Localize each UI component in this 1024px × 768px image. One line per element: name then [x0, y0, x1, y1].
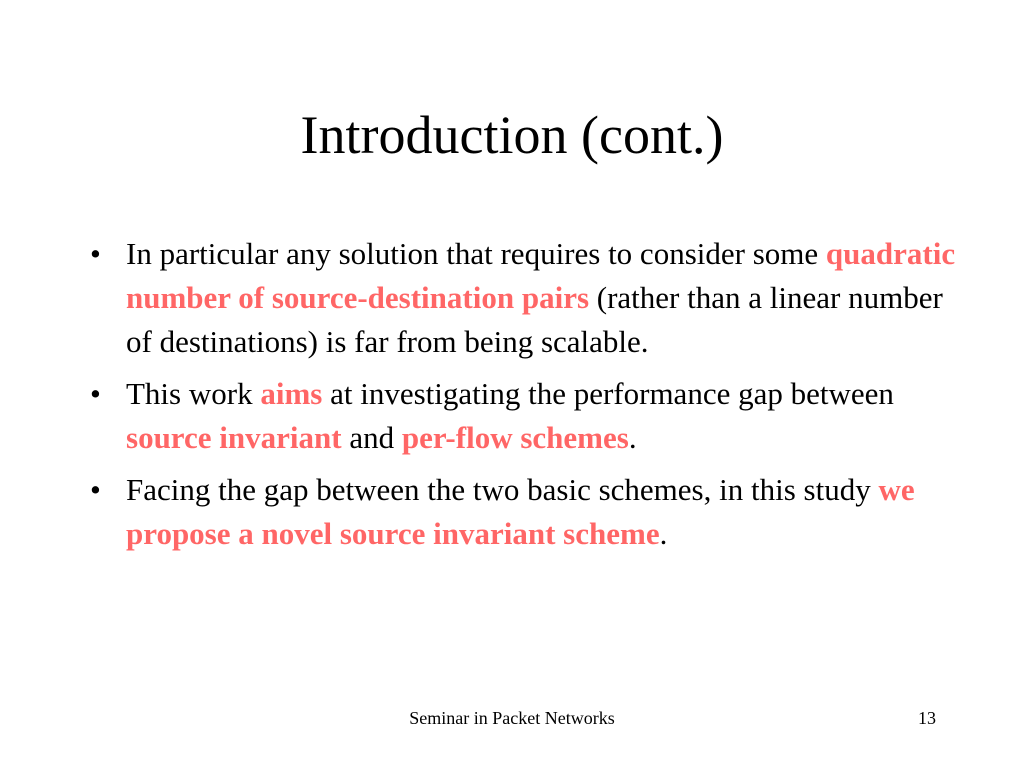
- bullet-text: .: [628, 420, 637, 455]
- slide-title: Introduction (cont.): [300, 105, 724, 165]
- bullet-text: This work: [126, 376, 261, 411]
- bullet-text: .: [659, 516, 668, 551]
- highlight-text: aims: [260, 376, 323, 411]
- bullet-list: [80, 232, 960, 564]
- highlight-text: quadratic number of source-destination pairs: [126, 236, 956, 315]
- bullet-text: (rather than a linear number of destinations) is far from being scalable.: [126, 280, 943, 359]
- bullet-item-3: [80, 468, 960, 556]
- highlight-text: source invariant: [126, 420, 342, 455]
- bullet-text: In particular any solution that requires to consider some: [126, 236, 826, 271]
- footer-text: Seminar in Packet Networks: [409, 708, 615, 728]
- bullet-item-2: [80, 372, 960, 460]
- bullet-icon: •: [90, 376, 101, 411]
- highlight-text: per-flow schemes: [401, 420, 629, 455]
- bullet-item-1: [80, 232, 960, 364]
- page-number: 13: [918, 708, 936, 728]
- bullet-text: at investigating the performance gap between: [322, 376, 894, 411]
- highlight-text: we propose a novel source invariant scheme: [126, 472, 915, 551]
- bullet-text: and: [341, 420, 402, 455]
- bullet-icon: •: [90, 472, 101, 507]
- bullet-icon: •: [90, 236, 101, 271]
- bullet-text: Facing the gap between the two basic schemes, in this study: [126, 472, 879, 507]
